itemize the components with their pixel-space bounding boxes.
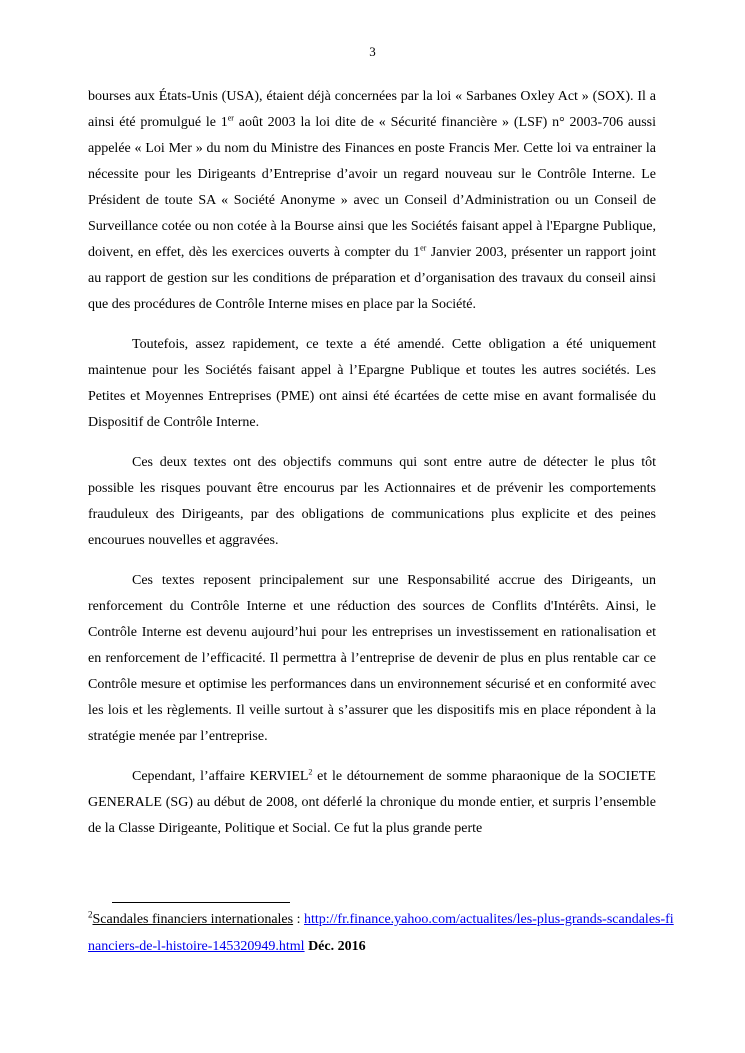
footnote-separator-rule — [112, 902, 290, 903]
footnote-date: Déc. 2016 — [304, 939, 366, 954]
paragraph-text: août 2003 la loi dite de « Sécurité financière » (LSF) n° 2003-706 aussi appelée « Loi Mer » du nom du Ministre des Finances en poste Francis Mer. Cette loi va entrainer la nécessite pour les Dirigeants d’Entreprise d’avoir un regard nouveau sur le Contrôle Interne. Le Président de toute SA « Société Anonyme » avec un Conseil d’Administration ou un Conseil de Surveillance cotée ou non cotée à la Bourse ainsi que les Sociétés faisant appel à l'Epargne Publique, doivent, en effet, dès les exercices ouverts à compter du 1 — [88, 115, 656, 260]
paragraph-text: et le détournement de somme pharaonique de la SOCIETE GENERALE (SG) au début de 2008, ont déferlé la chronique du monde entier, et surpris l’ensemble de la Classe Dirigeante, Politique et Social. Ce fut la plus grande perte — [88, 769, 656, 836]
body-text — [88, 84, 656, 856]
paragraph-text: Ces textes reposent principalement sur une Responsabilité accrue des Dirigeants, un renforcement du Contrôle Interne et une réduction des sources de Conflits d'Intérêts. Ainsi, le Contrôle Interne est devenu aujourd’hui pour les entreprises un investissement en rationalisation et en renforcement de l’efficacité. Il permettra à l’entreprise de devenir de plus en plus rentable car ce Contrôle mesure et optimise les performances dans un environnement sécurisé et en conformité avec les lois et les règlements. Il veille surtout à s’assurer que les dispositifs mis en place répondent à la stratégie menée par l’entreprise. — [88, 573, 656, 744]
paragraph — [88, 84, 656, 318]
footnote-separator: : — [293, 912, 304, 927]
superscript: er — [420, 243, 427, 253]
paragraph — [88, 332, 656, 436]
paragraph — [88, 764, 656, 842]
footnote-marker: 2 — [88, 909, 93, 920]
paragraph-text: Janvier 2003, présenter un rapport joint au rapport de gestion sur les conditions de préparation et d’organisation des travaux du conseil ainsi que des procédures de Contrôle Interne mises en place par la Société. — [88, 245, 656, 312]
superscript: er — [227, 113, 234, 123]
paragraph-text: Ces deux textes ont des objectifs communs qui sont entre autre de détecter le plus tôt possible les risques pouvant être encourus par les Actionnaires et de prévenir les comportements frauduleux des Dirigeants, par des obligations de communications plus explicite et des peines encourues nouvelles et aggravées. — [88, 455, 656, 548]
footnote — [88, 906, 678, 960]
paragraph-text: Cependant, l’affaire KERVIEL — [132, 769, 309, 784]
paragraph-text: Toutefois, assez rapidement, ce texte a été amendé. Cette obligation a été uniquement maintenue pour les Sociétés faisant appel à l’Epargne Publique et toutes les autres sociétés. Les Petites et Moyennes Entreprises (PME) ont ainsi été écartées de cette mise en avant formalisée du Dispositif de Contrôle Interne. — [88, 337, 656, 430]
paragraph — [88, 568, 656, 750]
superscript: 2 — [308, 767, 313, 777]
paragraph-text: bourses aux États-Unis (USA), étaient déjà concernées par la loi « Sarbanes Oxley Act » (SOX). Il a ainsi été promulgué le 1 — [88, 89, 656, 130]
paragraph — [88, 450, 656, 554]
page-number: 3 — [369, 44, 376, 59]
footnote-link[interactable]: http://fr.finance.yahoo.com/actualites/les-plus-grands-scandales-financiers-de-l-histoire-145320949.html — [88, 912, 674, 954]
footnote-title: Scandales financiers internationales — [92, 912, 294, 927]
